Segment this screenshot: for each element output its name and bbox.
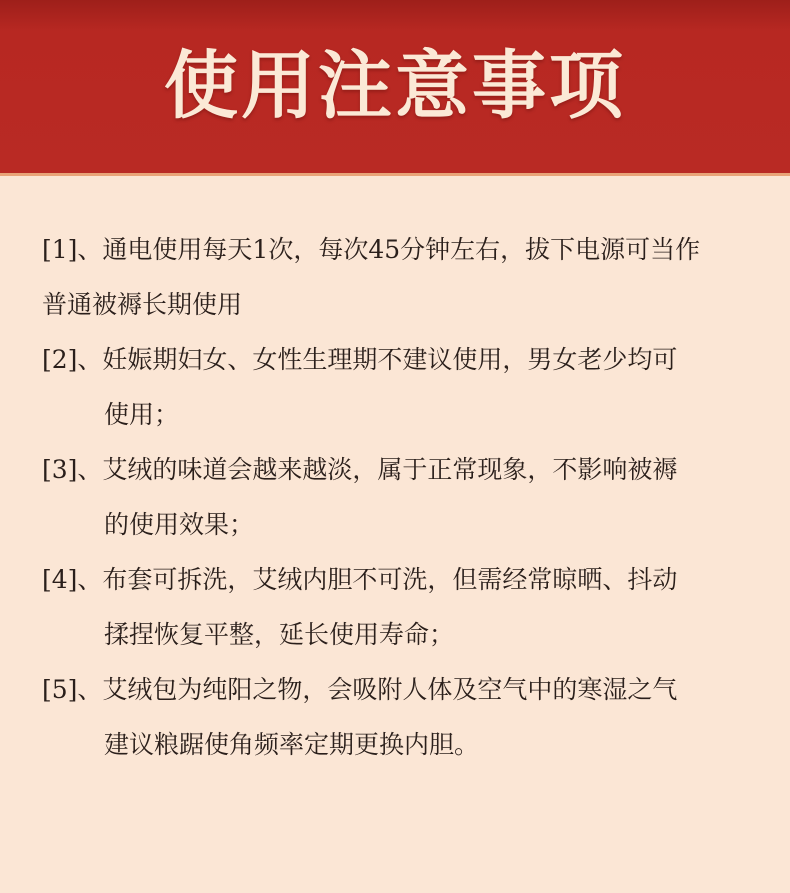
page-title: 使用注意事项 — [164, 43, 626, 129]
note-item-2 — [42, 332, 762, 442]
notes-list — [42, 222, 762, 772]
note-4-line-2: 揉捏恢复平整，延长使用寿命； — [104, 620, 455, 649]
note-4-line-1: [4]、布套可拆洗，艾绒内胆不可洗，但需经常晾晒、抖动 — [42, 565, 678, 594]
note-item-3 — [42, 442, 762, 552]
header-banner — [0, 0, 790, 176]
note-3-line-1: [3]、艾绒的味道会越来越淡，属于正常现象，不影响被褥 — [42, 455, 678, 484]
note-5-line-1: [5]、艾绒包为纯阳之物，会吸附人体及空气中的寒湿之气 — [42, 675, 678, 704]
note-2-line-2: 使用； — [104, 400, 180, 429]
note-1-line-2: 普通被褥长期使用 — [42, 290, 243, 319]
note-item-5 — [42, 662, 762, 772]
note-5-line-2: 建议粮踞使角频率定期更换内胆。 — [104, 730, 480, 759]
note-2-line-1: [2]、妊娠期妇女、女性生理期不建议使用，男女老少均可 — [42, 345, 678, 374]
note-item-4 — [42, 552, 762, 662]
note-item-1 — [42, 222, 762, 332]
note-3-line-2: 的使用效果； — [104, 510, 255, 539]
note-1-line-1: [1]、通电使用每天1次，每次45分钟左右，拔下电源可当作 — [42, 235, 701, 264]
